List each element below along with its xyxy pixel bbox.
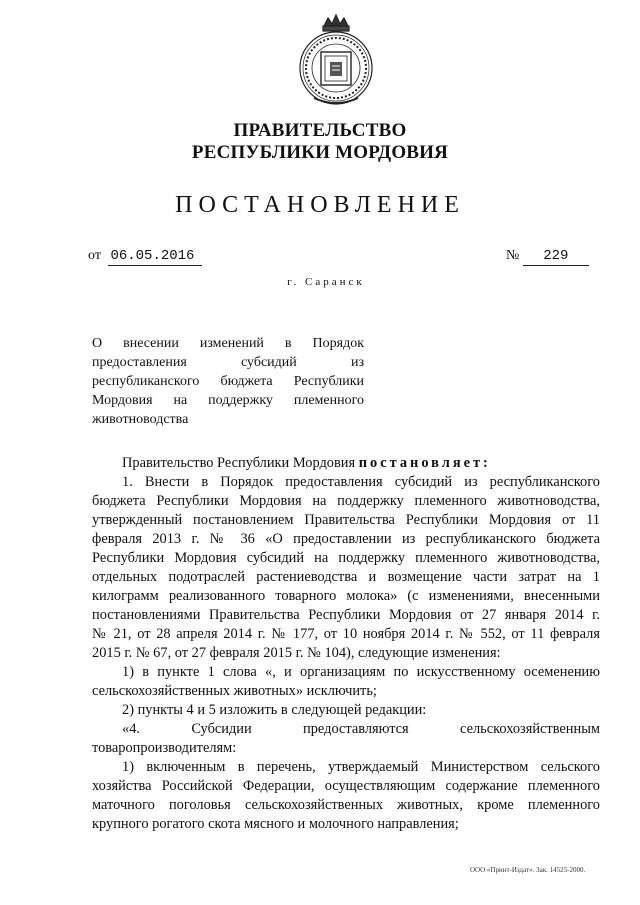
body-line: 1) в пункте 1 слова «, и организациям по искусственному осеменению xyxy=(122,664,600,680)
body-line: 2) пункты 4 и 5 изложить в следующей редакции: xyxy=(122,702,427,718)
body-text xyxy=(92,454,600,834)
subject-line: Мордовия на поддержку племенного xyxy=(92,393,364,408)
subject-line: предоставления субсидий из xyxy=(92,355,364,370)
number-row xyxy=(506,247,589,266)
body-line: 1) включенным в перечень, утверждаемый Министерством сельского xyxy=(122,759,600,775)
number-label: № xyxy=(506,248,520,263)
body-line: постановлениями Правительства Республики Мордовия от 27 января 2014 г. xyxy=(92,607,600,623)
body-line: № 21, от 28 апреля 2014 г. № 177, от 10 ноября 2014 г. № 552, от 11 февраля xyxy=(92,626,600,642)
body-line: сельскохозяйственных животных» исключить; xyxy=(92,683,377,699)
government-title xyxy=(0,120,640,164)
body-line: утвержденный постановлением Правительства Республики Мордовия от 11 xyxy=(92,512,600,528)
subject-line: животноводства xyxy=(92,412,189,427)
body-line: бюджета Республики Мордовия на поддержку племенного животноводства, xyxy=(92,493,600,509)
body-line: 1. Внести в Порядок предоставления субсидий из республиканского xyxy=(122,474,600,490)
body-line: килограмм реализованного товарного молока» (с изменениями, внесенными xyxy=(92,588,600,604)
date-label: от xyxy=(88,248,101,263)
decree-word: постановляет: xyxy=(358,455,491,471)
body-line: февраля 2013 г. № 36 «О предоставлении из республиканского бюджета xyxy=(92,531,600,547)
body-line: хозяйства Российской Федерации, осуществляющим содержание племенного xyxy=(92,778,600,794)
date-row xyxy=(88,247,202,266)
printer-footer: ООО «Принт-Издат». Зак. 14525-2000. xyxy=(470,866,586,874)
body-line: «4. Субсидии предоставляются сельскохозяйственным xyxy=(122,721,600,737)
city: г. Саранск xyxy=(287,276,365,288)
date-value: 06.05.2016 xyxy=(108,247,202,266)
body-line: товаропроизводителям: xyxy=(92,740,237,756)
body-line: отдельных подотраслей растениеводства и возмещение части затрат на 1 xyxy=(92,569,600,585)
subject-line: республиканского бюджета Республики xyxy=(92,374,364,389)
subject-block xyxy=(92,334,364,429)
preamble-text: Правительство Республики Мордовия xyxy=(122,455,359,471)
document-type: ПОСТАНОВЛЕНИЕ xyxy=(175,192,465,218)
body-line: маточного поголовья сельскохозяйственных животных, кроме племенного xyxy=(92,797,600,813)
body-line: Республики Мордовия субсидий на поддержку племенного животноводства, xyxy=(92,550,600,566)
preamble xyxy=(92,454,600,473)
subject-line: О внесении изменений в Порядок xyxy=(92,336,364,351)
government-title-line2: РЕСПУБЛИКИ МОРДОВИЯ xyxy=(191,142,449,163)
body-line: 2015 г. № 67, от 27 февраля 2015 г. № 104), следующие изменения: xyxy=(92,645,501,661)
government-title-line1: ПРАВИТЕЛЬСТВО xyxy=(233,120,407,141)
body-line: крупного рогатого скота мясного и молочного направления; xyxy=(92,816,459,832)
number-value: 229 xyxy=(523,247,589,266)
coat-of-arms-icon xyxy=(296,12,376,110)
